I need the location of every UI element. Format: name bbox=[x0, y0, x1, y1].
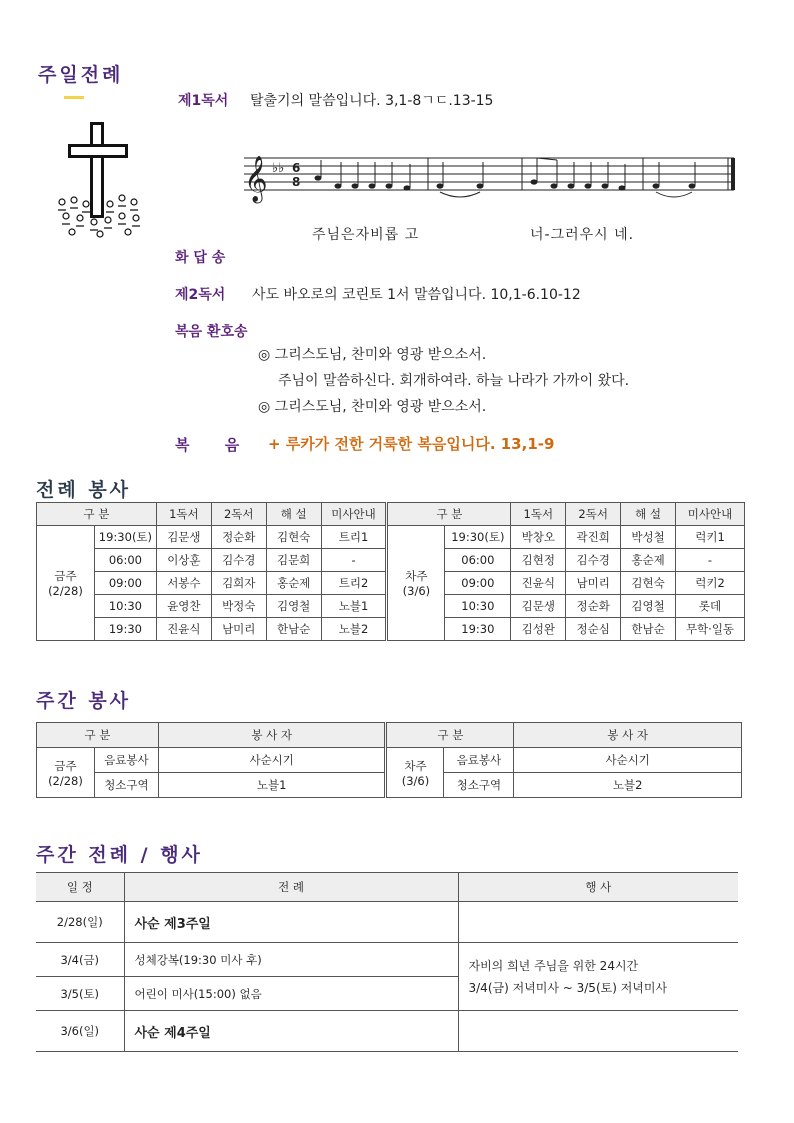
header-server: 봉 사 자 bbox=[514, 723, 742, 748]
name-cell: 이상훈 bbox=[156, 549, 211, 572]
server-cell: 노블2 bbox=[514, 773, 742, 798]
header-reading2: 2독서 bbox=[211, 503, 266, 526]
name-cell: 김문희 bbox=[266, 549, 321, 572]
section-title-liturgy: 주일전례 bbox=[38, 64, 124, 86]
section-title-service: 전례 봉사 bbox=[36, 479, 132, 501]
header-date: 일 정 bbox=[36, 873, 124, 902]
name-cell: 서봉수 bbox=[156, 572, 211, 595]
name-cell: 남미리 bbox=[211, 618, 266, 641]
lyrics-line1: 주님은자비롭 고 bbox=[312, 227, 420, 243]
liturgy-cell: 어린이 미사(15:00) 없음 bbox=[124, 977, 458, 1011]
music-staff bbox=[240, 148, 740, 216]
table-row bbox=[37, 526, 745, 549]
guide-cell: - bbox=[321, 549, 387, 572]
table-row bbox=[36, 1011, 738, 1052]
schedule-table bbox=[36, 872, 738, 1052]
guide-cell: 트리2 bbox=[321, 572, 387, 595]
name-cell: 진윤식 bbox=[511, 572, 566, 595]
time-cell: 19:30(토) bbox=[445, 526, 511, 549]
header-liturgy: 전 례 bbox=[124, 873, 458, 902]
name-cell: 남미리 bbox=[566, 572, 621, 595]
cross-icon bbox=[52, 118, 152, 244]
liturgy-cell: 성체강복(19:30 미사 후) bbox=[124, 943, 458, 977]
duty-cell: 음료봉사 bbox=[94, 748, 158, 773]
event-line: 3/4(금) 저녁미사 ~ 3/5(토) 저녁미사 bbox=[468, 980, 668, 995]
header-reading2: 2독서 bbox=[566, 503, 621, 526]
header-reading1: 1독서 bbox=[511, 503, 566, 526]
name-cell: 박성철 bbox=[621, 526, 676, 549]
server-cell: 노블1 bbox=[158, 773, 386, 798]
guide-cell: 럭키2 bbox=[676, 572, 745, 595]
name-cell: 김현숙 bbox=[266, 526, 321, 549]
lyrics-line2: 너-그러우시 네. bbox=[530, 227, 635, 243]
liturgy-cell: 사순 제3주일 bbox=[124, 902, 458, 943]
name-cell: 김수경 bbox=[566, 549, 621, 572]
name-cell: 김영철 bbox=[621, 595, 676, 618]
schedule-header-row bbox=[36, 873, 738, 902]
event-line: 자비의 희년 주님을 위한 24시간 bbox=[468, 958, 639, 973]
reading2-label: 제2독서 bbox=[175, 287, 226, 303]
server-cell: 사순시기 bbox=[514, 748, 742, 773]
name-cell: 박창오 bbox=[511, 526, 566, 549]
header-group: 구 분 bbox=[37, 503, 157, 526]
guide-cell: 트리1 bbox=[321, 526, 387, 549]
name-cell: 정순심 bbox=[566, 618, 621, 641]
header-group: 구 분 bbox=[37, 723, 159, 748]
name-cell: 홍순제 bbox=[266, 572, 321, 595]
guide-cell: 무학·일동 bbox=[676, 618, 745, 641]
weekly-service-table bbox=[36, 722, 742, 798]
section-title-weekly-service: 주간 봉사 bbox=[36, 690, 132, 712]
guide-cell: - bbox=[676, 549, 745, 572]
svg-text:6: 6 bbox=[292, 161, 301, 175]
name-cell: 정순화 bbox=[211, 526, 266, 549]
server-cell: 사순시기 bbox=[158, 748, 386, 773]
name-cell: 홍순제 bbox=[621, 549, 676, 572]
section-title-schedule: 주간 전례 / 행사 bbox=[36, 844, 203, 866]
name-cell: 김영철 bbox=[266, 595, 321, 618]
name-cell: 박정숙 bbox=[211, 595, 266, 618]
date-cell: 3/4(금) bbox=[36, 943, 124, 977]
time-cell: 09:00 bbox=[94, 572, 156, 595]
duty-cell: 청소구역 bbox=[444, 773, 514, 798]
group-this-week: 금주 (2/28) bbox=[37, 748, 95, 798]
header-guide: 미사안내 bbox=[321, 503, 387, 526]
name-cell: 김현정 bbox=[511, 549, 566, 572]
acclamation-line3: ◎ 그리스도님, 찬미와 영광 받으소서. bbox=[258, 399, 487, 415]
time-cell: 06:00 bbox=[94, 549, 156, 572]
acclamation-line2: 주님이 말씀하신다. 회개하여라. 하늘 나라가 가까이 왔다. bbox=[278, 373, 630, 389]
header-guide: 미사안내 bbox=[676, 503, 745, 526]
date-cell: 2/28(일) bbox=[36, 902, 124, 943]
gospel-label: 복 음 bbox=[175, 436, 240, 454]
time-cell: 10:30 bbox=[445, 595, 511, 618]
name-cell: 김문생 bbox=[156, 526, 211, 549]
divider bbox=[64, 96, 84, 99]
weekly-header-row bbox=[37, 723, 742, 748]
guide-cell: 럭키1 bbox=[676, 526, 745, 549]
acclamation-line1: ◎ 그리스도님, 찬미와 영광 받으소서. bbox=[258, 347, 487, 363]
header-event: 행 사 bbox=[458, 873, 738, 902]
name-cell: 김현숙 bbox=[621, 572, 676, 595]
svg-text:𝄞: 𝄞 bbox=[244, 156, 268, 202]
reading1-label: 제1독서 bbox=[178, 93, 229, 109]
date-cell: 3/5(토) bbox=[36, 977, 124, 1011]
guide-cell: 노블2 bbox=[321, 618, 387, 641]
header-server: 봉 사 자 bbox=[158, 723, 386, 748]
name-cell: 한남순 bbox=[621, 618, 676, 641]
duty-cell: 음료봉사 bbox=[444, 748, 514, 773]
name-cell: 진윤식 bbox=[156, 618, 211, 641]
table-row bbox=[36, 943, 738, 977]
table-row bbox=[37, 748, 742, 773]
group-next-week: 차주 (3/6) bbox=[387, 526, 445, 641]
guide-cell: 노블1 bbox=[321, 595, 387, 618]
guide-cell: 롯데 bbox=[676, 595, 745, 618]
header-reading1: 1독서 bbox=[156, 503, 211, 526]
time-cell: 09:00 bbox=[445, 572, 511, 595]
time-cell: 19:30 bbox=[94, 618, 156, 641]
time-cell: 10:30 bbox=[94, 595, 156, 618]
name-cell: 윤영찬 bbox=[156, 595, 211, 618]
name-cell: 김성완 bbox=[511, 618, 566, 641]
time-cell: 19:30(토) bbox=[94, 526, 156, 549]
reading1-text: 탈출기의 말씀입니다. 3,1-8ㄱㄷ.13-15 bbox=[250, 93, 494, 109]
name-cell: 김수경 bbox=[211, 549, 266, 572]
group-this-week: 금주 (2/28) bbox=[37, 526, 95, 641]
reading2-text: 사도 바오로의 코린토 1서 말씀입니다. 10,1-6.10-12 bbox=[252, 287, 581, 303]
event-cell bbox=[458, 902, 738, 943]
psalm-label: 화 답 송 bbox=[175, 250, 226, 266]
svg-text:8: 8 bbox=[292, 175, 301, 189]
group-next-week: 차주 (3/6) bbox=[386, 748, 444, 798]
name-cell: 김희자 bbox=[211, 572, 266, 595]
time-cell: 06:00 bbox=[445, 549, 511, 572]
acclamation-label: 복음 환호송 bbox=[175, 324, 248, 340]
gospel-text: + 루카가 전한 거룩한 복음입니다. 13,1-9 bbox=[268, 435, 555, 453]
name-cell: 한남순 bbox=[266, 618, 321, 641]
header-group: 구 분 bbox=[387, 503, 511, 526]
time-cell: 19:30 bbox=[445, 618, 511, 641]
header-commentary: 해 설 bbox=[266, 503, 321, 526]
name-cell: 김문생 bbox=[511, 595, 566, 618]
table-row bbox=[36, 902, 738, 943]
name-cell: 곽진희 bbox=[566, 526, 621, 549]
header-commentary: 해 설 bbox=[621, 503, 676, 526]
name-cell: 정순화 bbox=[566, 595, 621, 618]
liturgy-cell: 사순 제4주일 bbox=[124, 1011, 458, 1052]
event-cell bbox=[458, 943, 738, 1011]
event-cell bbox=[458, 1011, 738, 1052]
service-header-row bbox=[37, 503, 745, 526]
duty-cell: 청소구역 bbox=[94, 773, 158, 798]
service-table bbox=[36, 502, 745, 641]
svg-text:♭♭: ♭♭ bbox=[272, 161, 285, 176]
date-cell: 3/6(일) bbox=[36, 1011, 124, 1052]
header-group: 구 분 bbox=[386, 723, 514, 748]
